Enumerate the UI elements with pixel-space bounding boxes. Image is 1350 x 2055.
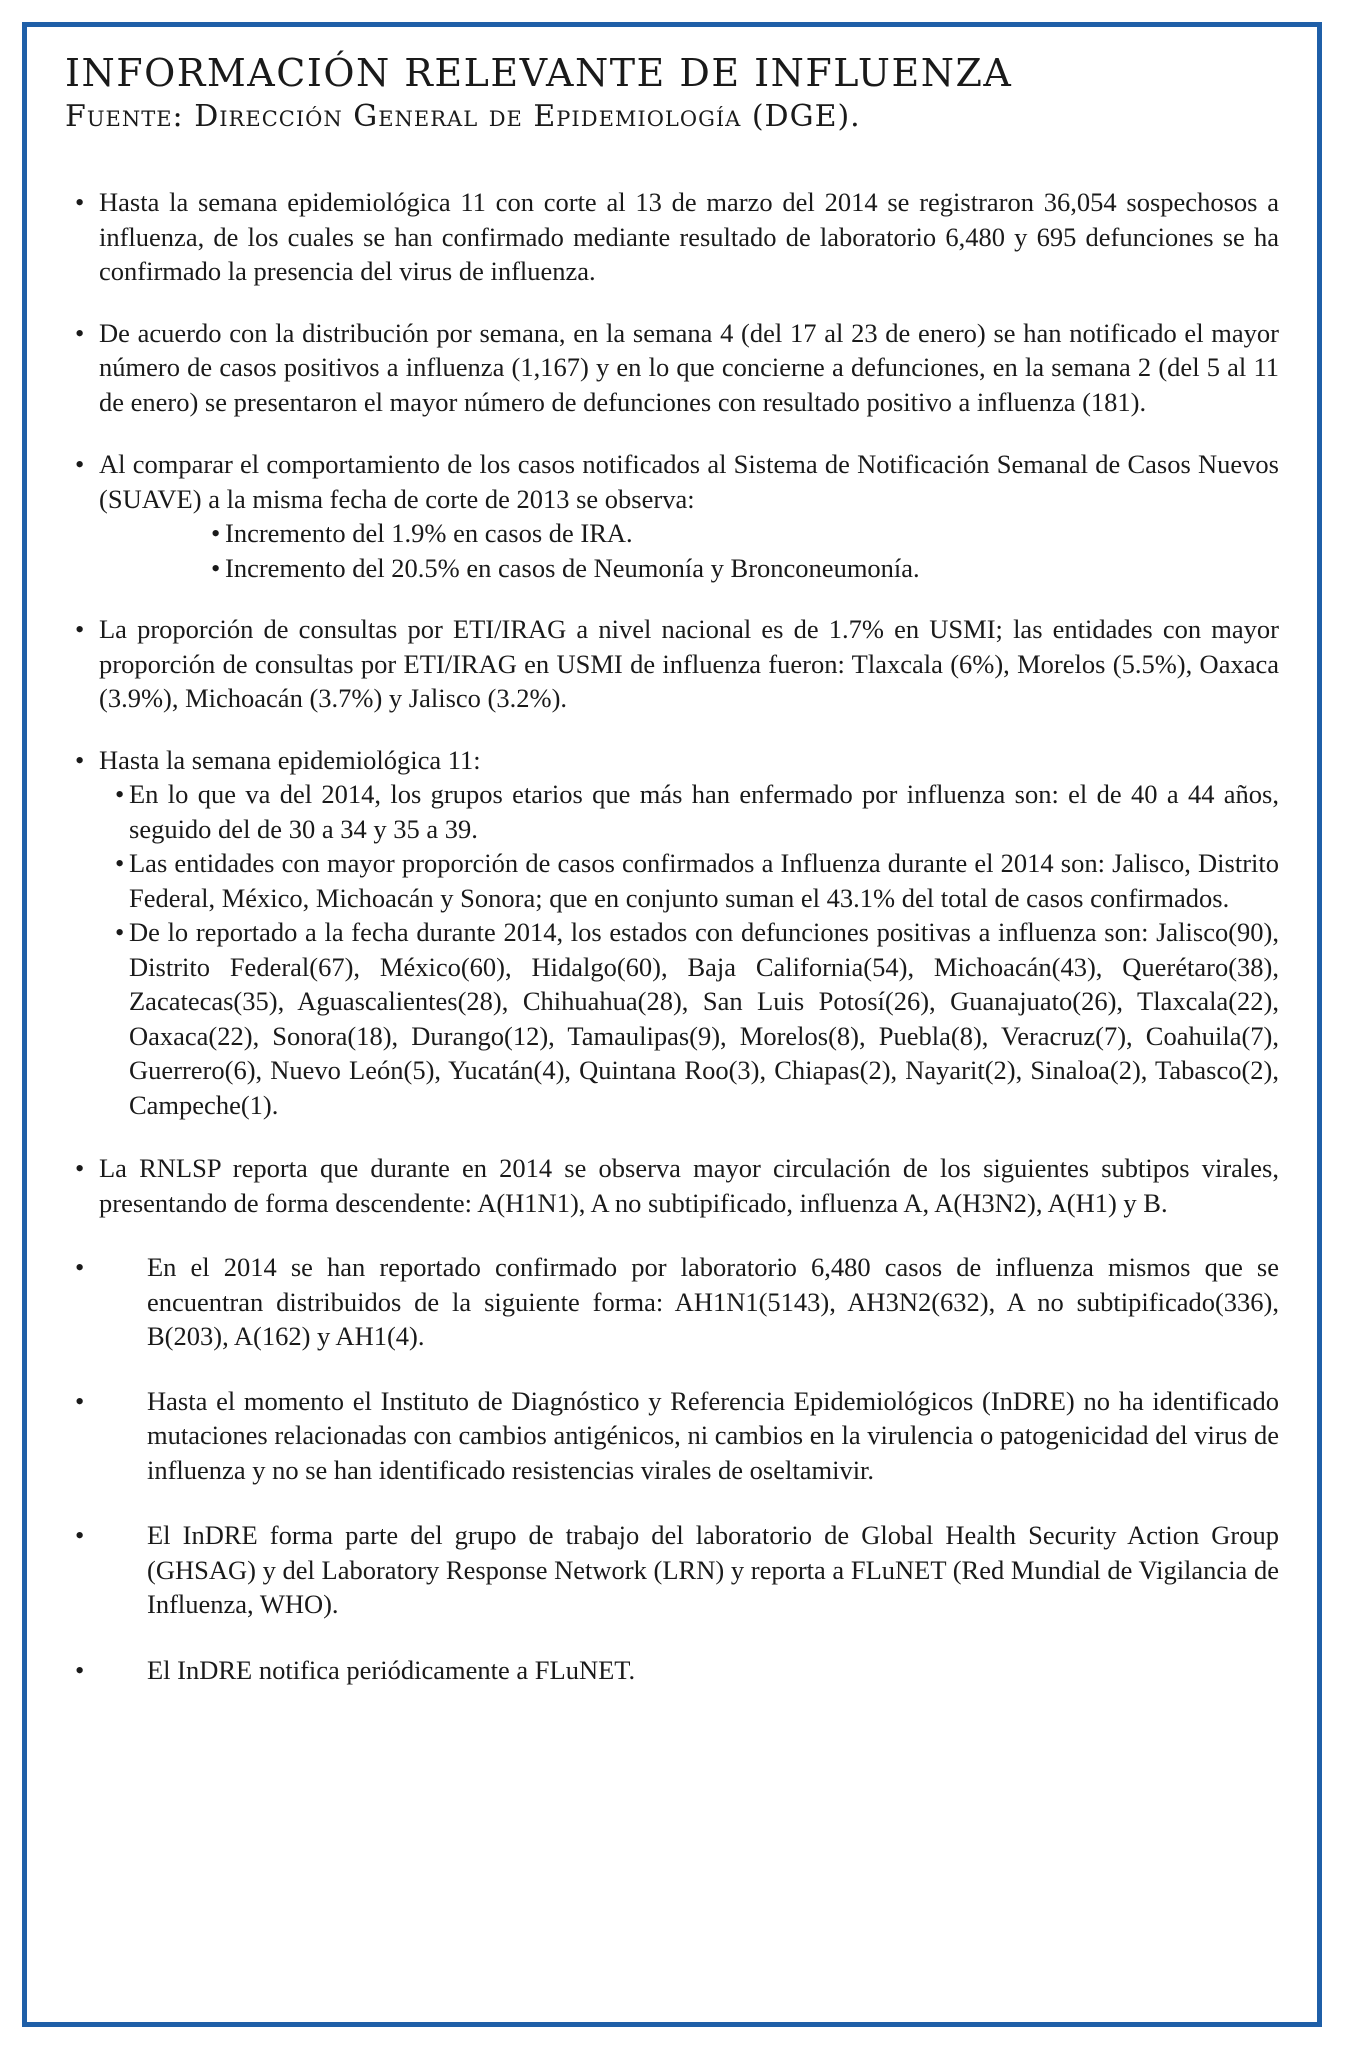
sub-item-text: En lo que va del 2014, los grupos etarios que más han enfermado por influenza son: el de 40 a 44 años, seguido del de 30 a 34 y 35 a 39.	[129, 779, 1279, 844]
header	[65, 49, 1287, 137]
list-item-6	[61, 1151, 1279, 1220]
bullet-icon: •	[75, 614, 85, 644]
list-item-1	[61, 185, 1279, 289]
bullet-icon: •	[75, 1153, 85, 1183]
bullet-icon: •	[75, 449, 85, 479]
bullet-icon: •	[75, 1520, 85, 1550]
bullet-icon: •	[75, 744, 85, 775]
list-item-10	[61, 1653, 1279, 1688]
sub-item	[191, 516, 1279, 551]
bullet-icon: •	[115, 779, 125, 809]
bullet-icon: •	[75, 187, 85, 217]
item-text: El InDRE notifica periódicamente a FLuNET.	[147, 1654, 636, 1685]
item-text: Hasta la semana epidemiológica 11 con corte al 13 de marzo del 2014 se registraron 36,054 sospechosos a influenza, de los cuales se han confirmado mediante resultado de laboratorio 6,480 y 695 defunciones se ha confirmado la presencia del virus de influenza.	[99, 187, 1279, 286]
sub-item-text: De lo reportado a la fecha durante 2014, los estados con defunciones positivas a influenza son: Jalisco(90), Distrito Federal(67), México(60), Hidalgo(60), Baja California(54), Michoacán(43), Querétaro(38), Zacatecas(35), Aguascalientes(28), Chihuahua(28), San Luis Potosí(26), Guanajuato(26), Tlaxcala(22), Oaxaca(22), Sonora(18), Durango(12), Tamaulipas(9), Morelos(8), Puebla(8), Veracruz(7), Coahuila(7), Guerrero(6), Nuevo León(5), Yucatán(4), Quintana Roo(3), Chiapas(2), Nayarit(2), Sinaloa(2), Tabasco(2), Campeche(1).	[129, 917, 1279, 1120]
list-item-9	[61, 1518, 1279, 1622]
list-item-3	[61, 447, 1279, 585]
bullet-icon: •	[115, 848, 125, 878]
list-item-4	[61, 612, 1279, 716]
item-text: Al comparar el comportamiento de los casos notificados al Sistema de Notificación Semanal de Casos Nuevos (SUAVE) a la misma fecha de corte de 2013 se observa:	[99, 449, 1279, 514]
bullet-icon: •	[211, 518, 221, 548]
sub-item	[95, 777, 1279, 846]
sub-item-text: Incremento del 1.9% en casos de IRA.	[225, 518, 633, 548]
list-item-8	[61, 1384, 1279, 1488]
sub-item	[95, 915, 1279, 1122]
list-item-7	[61, 1250, 1279, 1354]
sub-item-text: Las entidades con mayor proporción de casos confirmados a Influenza durante el 2014 son: Jalisco, Distrito Federal, México, Michoacán y Sonora; que en conjunto suman el 43.1% del total de casos confirmados.	[129, 848, 1279, 913]
item-text: La RNLSP reporta que durante en 2014 se observa mayor circulación de los siguientes subtipos virales, presentando de forma descendente: A(H1N1), A no subtipificado, influenza A, A(H3N2), A(H1) y B.	[99, 1153, 1279, 1218]
bullet-icon: •	[75, 1252, 85, 1282]
item-text: Hasta la semana epidemiológica 11:	[99, 744, 481, 775]
list-item-5	[61, 743, 1279, 1123]
item-text: La proporción de consultas por ETI/IRAG a nivel nacional es de 1.7% en USMI; las entidades con mayor proporción de consultas por ETI/IRAG en USMI de influenza fueron: Tlaxcala (6%), Morelos (5.5%), Oaxaca (3.9%), Michoacán (3.7%) y Jalisco (3.2%).	[99, 614, 1279, 713]
item-text: Hasta el momento el Instituto de Diagnóstico y Referencia Epidemiológicos (InDRE) no ha identificado mutaciones relacionadas con cambios antigénicos, ni cambios en la virulencia o patogenicidad del virus de influenza y no se han identificado resistencias virales de oseltamivir.	[147, 1385, 1279, 1485]
content	[61, 185, 1279, 1687]
sub-item	[191, 551, 1279, 586]
bullet-icon: •	[75, 1385, 85, 1416]
sub-item	[95, 846, 1279, 915]
item-text: El InDRE forma parte del grupo de trabajo del laboratorio de Global Health Security Action Group (GHSAG) y del Laboratory Response Network (LRN) y reporta a FLuNET (Red Mundial de Vigilancia de Influenza, WHO).	[147, 1520, 1279, 1619]
page-title: INFORMACIÓN RELEVANTE DE INFLUENZA	[65, 51, 1013, 95]
bullet-icon: •	[75, 317, 85, 348]
sub-item-text: Incremento del 20.5% en casos de Neumonía y Bronconeumonía.	[225, 552, 920, 583]
item-text: De acuerdo con la distribución por semana, en la semana 4 (del 17 al 23 de enero) se han notificado el mayor número de casos positivos a influenza (1,167) y en lo que concierne a defunciones, en la semana 2 (del 5 al 11 de enero) se presentaron el mayor número de defunciones con resultado positivo a influenza (181).	[99, 317, 1279, 417]
item-text: En el 2014 se han reportado confirmado por laboratorio 6,480 casos de influenza mismos que se encuentran distribuidos de la siguiente forma: AH1N1(5143), AH3N2(632), A no subtipificado(336), B(203), A(162) y AH1(4).	[147, 1252, 1279, 1351]
bullet-icon: •	[115, 917, 125, 947]
list-item-2	[61, 316, 1279, 420]
source-line: Fuente: Dirección General de Epidemiología (DGE).	[65, 99, 861, 134]
document-frame	[22, 22, 1322, 2027]
bullet-icon: •	[75, 1654, 85, 1685]
bullet-icon: •	[211, 552, 221, 583]
